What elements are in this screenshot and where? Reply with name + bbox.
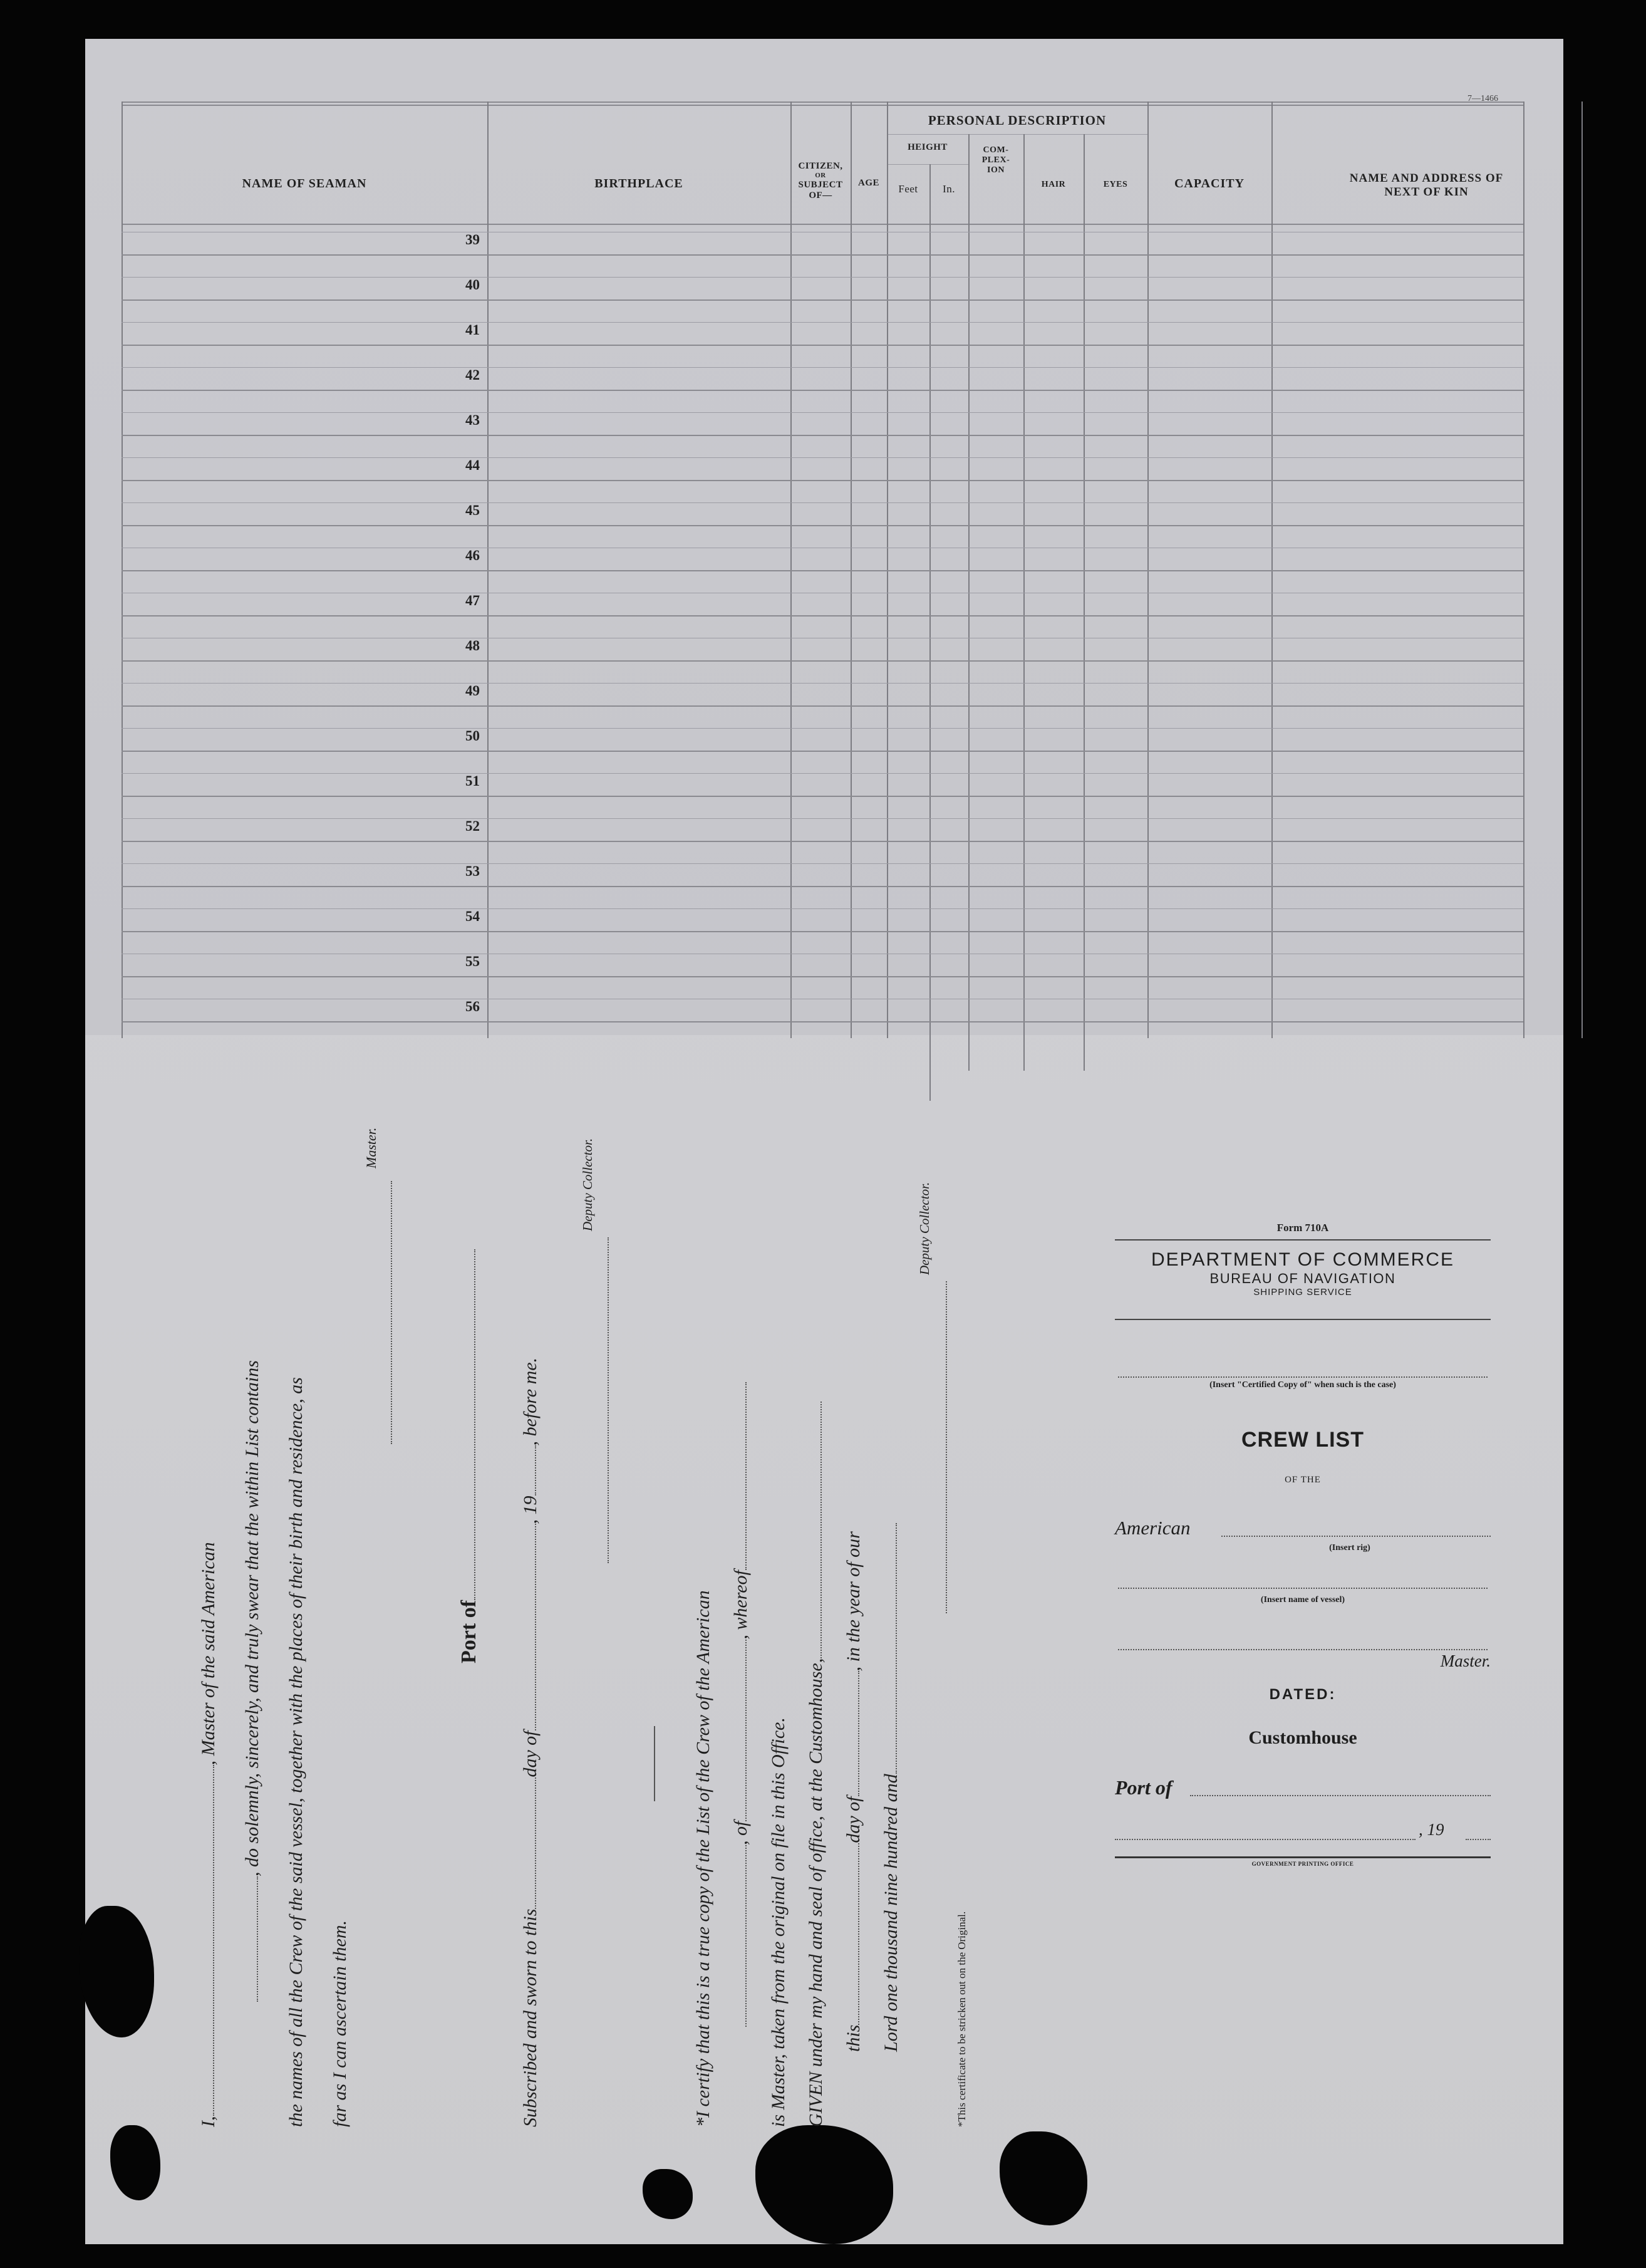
row-rule xyxy=(122,931,1523,932)
header-feet: Feet xyxy=(898,183,918,195)
given-line: GIVEN under my hand and seal of office, at the Customhouse, xyxy=(805,1402,827,2127)
col-border xyxy=(1084,134,1085,1071)
header-complexion: COM- PLEX- ION xyxy=(981,145,1010,175)
deputy-signature-line-2 xyxy=(931,1281,952,1613)
rule xyxy=(1115,1239,1491,1241)
master-signature-line xyxy=(376,1181,397,1444)
col-border xyxy=(968,134,970,1071)
row-subrule xyxy=(122,322,1523,323)
row-rule xyxy=(122,796,1523,797)
deputy-collector-label-2: Deputy Collector. xyxy=(917,1182,932,1275)
this-day-line: thisday of, in the year of our xyxy=(843,1531,864,2052)
subscribed-line: Subscribed and sworn to thisday of, 19, before me. xyxy=(520,1357,541,2127)
row-subrule xyxy=(122,502,1523,503)
row-rule xyxy=(122,390,1523,391)
master-line xyxy=(1118,1649,1488,1650)
certified-copy-line xyxy=(1118,1376,1488,1378)
header-hair: HAIR xyxy=(1041,180,1066,189)
col-border xyxy=(1581,101,1583,1038)
row-rule xyxy=(122,976,1523,977)
row-number: 56 xyxy=(465,999,480,1014)
department-title: DEPARTMENT OF COMMERCE xyxy=(1151,1249,1455,1270)
row-rule xyxy=(122,615,1523,616)
row-subrule xyxy=(122,412,1523,413)
row-number: 42 xyxy=(465,367,480,383)
year-line: , 19 xyxy=(1115,1820,1491,1843)
crew-list-title: CREW LIST xyxy=(1241,1428,1364,1452)
header-name-of-seaman: NAME OF SEAMAN xyxy=(242,177,367,190)
vessel-of-line: , of, whereof xyxy=(730,1382,752,2027)
row-subrule xyxy=(122,728,1523,729)
insert-rig-note: (Insert rig) xyxy=(1329,1543,1370,1553)
gpo-label: GOVERNMENT PRINTING OFFICE xyxy=(1251,1861,1354,1867)
form-corner-mark: 7—1466 xyxy=(1467,94,1498,103)
header-height: HEIGHT xyxy=(908,142,948,152)
row-number: 45 xyxy=(465,502,480,518)
row-subrule xyxy=(122,457,1523,458)
row-subrule xyxy=(122,773,1523,774)
row-rule xyxy=(122,570,1523,571)
insert-certified-note: (Insert "Certified Copy of" when such is the case) xyxy=(1209,1380,1396,1390)
header-birthplace: BIRTHPLACE xyxy=(594,177,683,190)
paper-damage xyxy=(1000,2131,1087,2225)
oath-line-3: the names of all the Crew of the said vessel, together with the places of their birth and residence, as xyxy=(286,1377,306,2127)
certificate-footnote: *This certificate to be stricken out on the Original. xyxy=(956,1911,968,2127)
header-capacity: CAPACITY xyxy=(1174,177,1245,190)
col-border xyxy=(929,164,931,1101)
row-rule xyxy=(122,1021,1523,1022)
header-personal-description: PERSONAL DESCRIPTION xyxy=(928,113,1107,128)
paper-damage xyxy=(110,2125,160,2200)
bottom-rule xyxy=(1115,1856,1491,1858)
col-border xyxy=(1023,134,1025,1071)
row-number: 41 xyxy=(465,322,480,338)
row-subrule xyxy=(122,367,1523,368)
dated-label: DATED: xyxy=(1269,1686,1337,1703)
row-rule xyxy=(122,299,1523,301)
row-number: 43 xyxy=(465,412,480,428)
row-number: 53 xyxy=(465,863,480,879)
row-rule xyxy=(122,525,1523,526)
master-taken-line: is Master, taken from the original on file in this Office. xyxy=(768,1717,789,2127)
bureau-title: BUREAU OF NAVIGATION xyxy=(1209,1271,1396,1286)
paper-damage xyxy=(755,2125,893,2244)
row-number: 54 xyxy=(465,908,480,924)
row-number: 44 xyxy=(465,457,480,473)
row-rule xyxy=(122,480,1523,481)
row-number: 55 xyxy=(465,954,480,969)
header-age: AGE xyxy=(857,178,879,188)
rule xyxy=(1115,1319,1491,1320)
divider-short xyxy=(639,1726,660,1801)
row-rule xyxy=(122,254,1523,256)
header-inches: In. xyxy=(943,183,955,195)
col-border xyxy=(1523,101,1524,1038)
crew-table xyxy=(122,94,1523,1038)
row-subrule xyxy=(122,908,1523,909)
row-subrule xyxy=(122,683,1523,684)
row-number: 52 xyxy=(465,818,480,834)
deputy-collector-label-1: Deputy Collector. xyxy=(580,1138,595,1231)
customhouse-label: Customhouse xyxy=(1248,1727,1357,1748)
row-rule xyxy=(122,345,1523,346)
row-number: 39 xyxy=(465,232,480,247)
row-rule xyxy=(122,435,1523,436)
row-number: 48 xyxy=(465,638,480,653)
port-of-line: Port of xyxy=(457,1249,481,1663)
header-next-of-kin: NAME AND ADDRESS OF NEXT OF KIN xyxy=(1349,172,1504,199)
row-rule xyxy=(122,751,1523,752)
american-rig-line: American xyxy=(1115,1517,1491,1542)
oath-line-1: I,, Master of the said American xyxy=(198,1542,219,2127)
of-the-label: OF THE xyxy=(1285,1475,1321,1485)
row-number: 46 xyxy=(465,548,480,563)
lord-line: Lord one thousand nine hundred and xyxy=(881,1523,902,2052)
row-subrule xyxy=(122,277,1523,278)
row-number: 49 xyxy=(465,683,480,699)
form-number: Form 710A xyxy=(1276,1222,1329,1234)
row-number: 50 xyxy=(465,728,480,744)
row-number: 40 xyxy=(465,277,480,293)
oath-line-4: far as I can ascertain them. xyxy=(329,1920,350,2127)
paper-damage xyxy=(79,1906,154,2037)
header-bottom-rule xyxy=(122,224,1523,225)
crew-list-back-cover xyxy=(1115,1222,1491,1867)
header-top-rule xyxy=(122,101,1523,103)
row-rule xyxy=(122,660,1523,662)
row-subrule xyxy=(122,818,1523,819)
service-title: SHIPPING SERVICE xyxy=(1253,1287,1352,1298)
master-label-back: Master. xyxy=(1440,1652,1491,1670)
master-label: Master. xyxy=(363,1127,379,1168)
header-top-rule-2 xyxy=(122,105,1523,106)
paper-damage xyxy=(643,2169,693,2219)
row-subrule xyxy=(122,863,1523,864)
insert-vessel-note: (Insert name of vessel) xyxy=(1260,1595,1345,1605)
oath-line-2: , do solemnly, sincerely, and truly swear that the within List contains xyxy=(242,1360,263,2002)
header-citizen: CITIZEN, OR SUBJECT OF— xyxy=(798,161,843,201)
port-of-back-line: Port of xyxy=(1115,1776,1491,1801)
vessel-name-line xyxy=(1118,1588,1488,1589)
certify-line: *I certify that this is a true copy of the List of the Crew of the American xyxy=(693,1590,713,2127)
row-number: 51 xyxy=(465,773,480,789)
row-number: 47 xyxy=(465,593,480,608)
header-eyes: EYES xyxy=(1103,180,1128,189)
deputy-signature-line-1 xyxy=(593,1237,614,1563)
row-rule xyxy=(122,705,1523,707)
row-rule xyxy=(122,841,1523,842)
height-sub-rule xyxy=(887,164,968,165)
personal-sub-rule xyxy=(887,134,1147,135)
row-rule xyxy=(122,886,1523,887)
